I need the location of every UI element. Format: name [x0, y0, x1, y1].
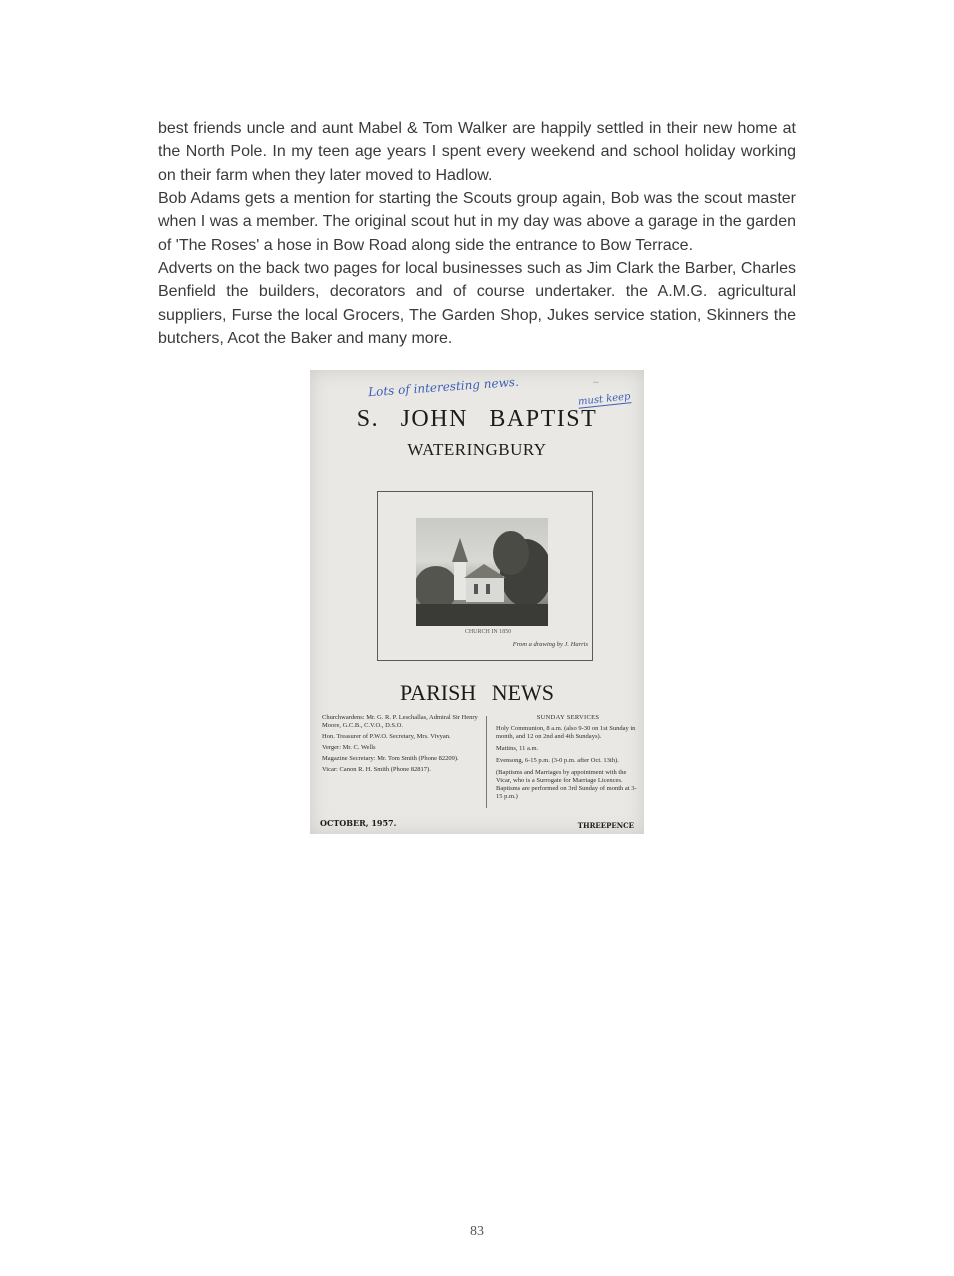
- vicar-line: Vicar: Canon R. H. Smith (Phone 82817).: [322, 766, 431, 773]
- church-drawing: [416, 518, 548, 626]
- page-number: 83: [470, 1224, 484, 1239]
- village-subtitle: WATERINGBURY: [407, 440, 547, 459]
- verger-line: Verger: Mr. C. Wells: [322, 744, 376, 751]
- paragraph-2: Bob Adams gets a mention for starting the Scouts group again, Bob was the scout master when I was a member. The original scout hut in my day was above a garage in the garden of 'The Roses' a hose in Bow Road along side the entrance to Bow Terrace.: [158, 190, 796, 254]
- paragraph-3: Adverts on the back two pages for local businesses such as Jim Clark the Barber, Charles Benfield the builders, decorators and of course undertaker. the A.M.G. agricultural suppliers, Furse the local Grocers, The Garden Shop, Jukes service station, Skinners the butchers, Acot the Baker and many more.: [158, 260, 796, 347]
- baptisms-line: (Baptisms and Marriages by appointment with the Vicar, who is a Surrogate for Marriage Licences. Baptisms are performed on 3rd Sunday of month at 3-15 p.m.): [496, 769, 637, 800]
- holy-communion-line: Holy Communion, 8 a.m. (also 9-30 on 1st Sunday in month, and 12 on 2nd and 4th Sundays).: [496, 725, 636, 740]
- column-divider: [486, 716, 487, 808]
- drawing-credit: From a drawing by J. Harris: [512, 641, 588, 648]
- issue-price: THREEPENCE: [577, 821, 634, 830]
- parish-news-heading: PARISH NEWS: [399, 680, 555, 705]
- handwritten-keep-note: must keep: [577, 391, 631, 408]
- engraving-frame: [377, 491, 593, 661]
- mattins-line: Mattins, 11 a.m.: [496, 745, 539, 752]
- church-engraving: [416, 518, 548, 626]
- magazine-secretary-line: Magazine Secretary: Mr. Tom Smith (Phone 82209).: [322, 755, 459, 762]
- image-caption: CHURCH IN 1850: [464, 629, 512, 635]
- sunday-services-heading: SUNDAY SERVICES: [536, 714, 600, 721]
- evensong-line: Evensong, 6-15 p.m. (3-0 p.m. after Oct. 13th).: [496, 757, 619, 764]
- parish-news-scan: [310, 370, 644, 834]
- churchwardens-line: Churchwardens: Mr. G. R. P. Leschallas, Admiral Sir Henry Moore, G.C.B., C.V.O., D.S.O.: [322, 714, 478, 729]
- handwritten-note: Lots of interesting news.: [367, 374, 520, 400]
- treasurer-line: Hon. Treasurer of P.W.O. Secretary, Mrs. Vivyan.: [322, 733, 451, 740]
- pencil-mark: ~: [592, 378, 600, 388]
- officials-column: [322, 714, 482, 777]
- issue-date: OCTOBER, 1957.: [320, 818, 397, 828]
- paragraph-1: best friends uncle and aunt Mabel & Tom Walker are happily settled in their new home at the North Pole. In my teen age years I spent every weekend and school holiday working on their farm when they later moved to Hadlow.: [158, 120, 796, 184]
- services-column: [496, 714, 640, 805]
- church-title: S. JOHN BAPTIST: [356, 406, 598, 432]
